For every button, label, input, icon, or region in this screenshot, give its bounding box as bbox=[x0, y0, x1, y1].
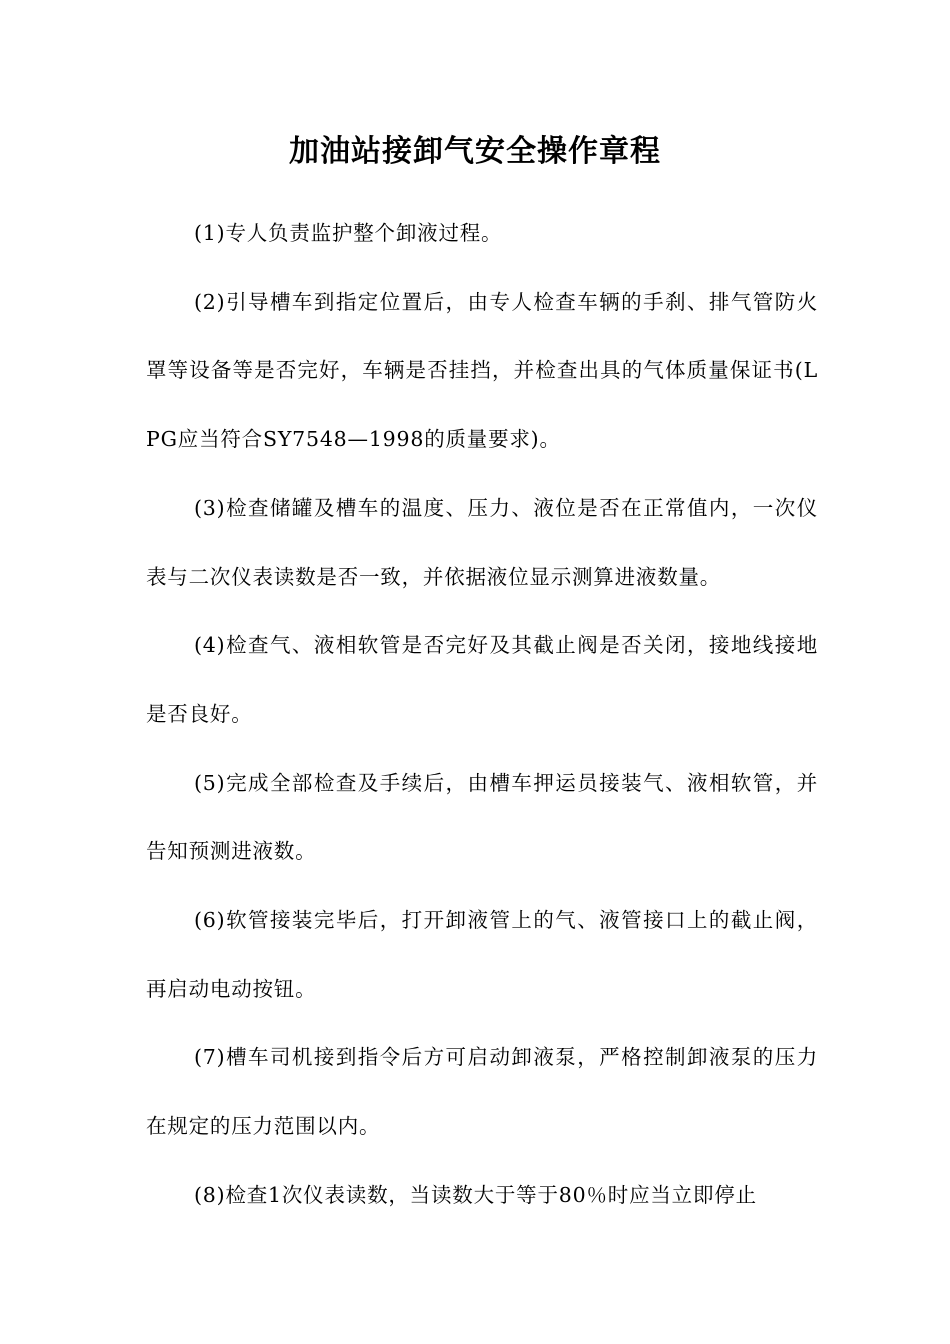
paragraph-8: (8)检查1次仪表读数，当读数大于等于80％时应当立即停止 bbox=[194, 1182, 757, 1207]
paragraph-3: (3)检查储罐及槽车的温度、压力、液位是否在正常值内，一次仪表与二次仪表读数是否一致，并依据液位显示测算进液数量。 bbox=[146, 495, 818, 589]
document-body bbox=[146, 199, 818, 1230]
paragraph-5: (5)完成全部检查及手续后，由槽车押运员接装气、液相软管，并告知预测进液数。 bbox=[146, 770, 818, 864]
paragraph-2: (2)引导槽车到指定位置后，由专人检查车辆的手刹、排气管防火罩等设备等是否完好，车辆是否挂挡，并检查出具的气体质量保证书(LPG应当符合SY7548—1998的质量要求)。 bbox=[146, 289, 818, 452]
document-title: 加油站接卸气安全操作章程 bbox=[289, 134, 661, 169]
paragraph-4: (4)检查气、液相软管是否完好及其截止阀是否关闭，接地线接地是否良好。 bbox=[146, 633, 818, 726]
paragraph-1: (1)专人负责监护整个卸液过程。 bbox=[194, 221, 503, 245]
paragraph-6: (6)软管接装完毕后，打开卸液管上的气、液管接口上的截止阀，再启动电动按钮。 bbox=[146, 908, 818, 1001]
paragraph-7: (7)槽车司机接到指令后方可启动卸液泵，严格控制卸液泵的压力在规定的压力范围以内。 bbox=[146, 1045, 818, 1139]
